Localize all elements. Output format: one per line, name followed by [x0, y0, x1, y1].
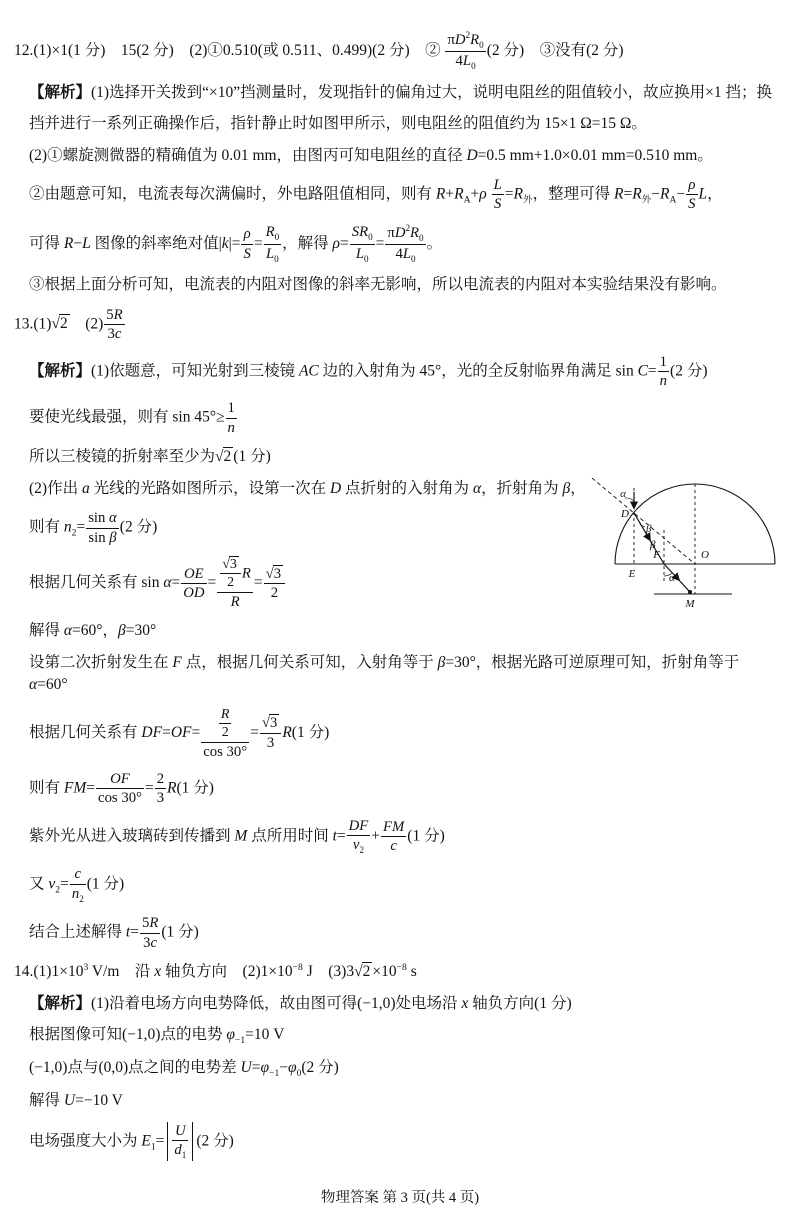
- label-E: E: [628, 568, 636, 580]
- q14-analysis-4: 解得 U=−10 V: [29, 1092, 123, 1110]
- q14-analysis-2: 根据图像可知(−1,0)点的电势 $\varphi_{-1}=10$ V: [29, 1026, 285, 1047]
- q12-analysis-2: 挡并进行一系列正确操作后，指针静止时如图甲所示，则电阻丝的阻值约为 15×1 Ω=15 Ω。: [29, 115, 647, 133]
- normal-line-dashed: [592, 478, 695, 564]
- q13-analysis-5: 则有 $n_2=$ $\frac{\text{sin α}}{\text{sin β}}$ (2 分): [29, 510, 158, 546]
- label-D: D: [621, 508, 629, 520]
- q13-answers: 13.(1)√2 (2) $\frac{5R}{3c}$: [14, 306, 123, 343]
- q13-analysis-8: 设第二次折射发生在 F 点，根据几何关系可知，入射角等于 β=30°，根据光路可逆原理可知，折射角等于 α=60°: [29, 653, 740, 694]
- q14-analysis-5: 电场强度大小为 $E_1=$ $\frac{U}{d_1}$ (2 分): [29, 1122, 234, 1160]
- q14-analysis-1: 【解析】(1)沿着电场方向电势降低，故由图可得(−1,0)处电场沿 x 轴负方向(1 分): [29, 994, 572, 1012]
- ray-diagram-svg: [582, 478, 794, 626]
- q12-analysis-1: 【解析】(1)选择开关拨到“×10”挡测量时，发现指针的偏角过大，说明电阻丝的阻值较小，故应换用×1 挡；换: [29, 83, 772, 101]
- q12-answers: 12.(1)×1(1 分) 15(2 分) (2)①0.510(或 0.511、0.499)(2 分) ② $\frac{\pi D^2R_0}{4L_0}$ (2 分) ③没有(2 分): [14, 30, 624, 72]
- refracted-ray-FM-2: [677, 578, 690, 592]
- label-alpha-bottom: α: [669, 572, 675, 584]
- q13-analysis-7: 解得 α=60°，β=30°: [29, 622, 157, 640]
- label-M: M: [685, 598, 695, 610]
- q12-analysis-5: 可得 R−L 图像的斜率绝对值|k|= $\frac{\rho}{S}$ = $\frac{R_0}{L_0}$ ，解得 ρ= $\frac{SR_0}{L_0}$ = $\frac{\pi D^2R_0}{4L_0}$ 。: [29, 222, 443, 264]
- q13-analysis-3: 所以三棱镜的折射率至少为√2 (1 分): [29, 448, 271, 466]
- q12-analysis-3: (2)①螺旋测微器的精确值为 0.01 mm，由图丙可知电阻丝的直径 D=0.5 mm+1.0×0.01 mm=0.510 mm。: [29, 146, 713, 164]
- angle-arc-alpha-top: [625, 498, 634, 501]
- q13-analysis-6: 根据几何关系有 sin α= $\frac{OE}{OD}$ = $\frac{√3}{2}$ R R = $\frac{√3}{2}$: [14, 556, 774, 611]
- q12-analysis-6: ③根据上面分析可知，电流表的内阻对图像的斜率无影响，所以电流表的内阻对本实验结果没有影响。: [29, 276, 727, 294]
- q13-analysis-10: 则有 FM= $\frac{OF}{\cos 30^\circ}$ = $\frac{2}{3}$ R(1 分): [29, 770, 214, 807]
- optics-ray-diagram: [582, 478, 794, 626]
- page-footer: 物理答案 第 3 页(共 4 页): [320, 1190, 480, 1206]
- q13-analysis-11: 紫外光从进入玻璃砖到传播到 M 点所用时间 t= $\frac{DF}{v_2}$ + $\frac{FM}{c}$ (1 分): [29, 817, 445, 856]
- label-F: F: [653, 549, 660, 561]
- q13-analysis-1: 【解析】(1)依题意，可知光射到三棱镜 AC 边的入射角为 45°，光的全反射临界角满足 sin C= $\frac{1}{n}$ (2 分): [29, 353, 708, 390]
- point-M-dot: [688, 590, 692, 594]
- q14-answers: $14.(1)1\times 10^3$ V/m 沿 x 轴负方向 $(2)1\times 10^{-8}$ J $(3)3√2 \times 10^{-8}$ s: [14, 962, 417, 981]
- label-beta-2: β: [650, 539, 656, 551]
- q13-analysis-13: 结合上述解得 t= $\frac{5R}{3c}$ (1 分): [29, 915, 199, 951]
- q13-analysis-9: 根据几何关系有 DF=OF= $\frac{\frac{R}{2}}{\cos 30^\circ}$ = $\frac{√3}{3}$ R(1 分): [29, 706, 330, 760]
- q12-analysis-4: ②由题意可知，电流表每次满偏时，外电路阻值相同，则有 $R+R_A+\rho$ $\frac{L}{S}$ $=R_外$，整理可得 $R=R_外-R_A-$ $\frac{\rho}{S}$ L，: [29, 177, 723, 213]
- q14-analysis-3: (−1,0)点与(0,0)点之间的电势差 $U=\varphi_{-1}-\varphi_0(2$ 分): [29, 1059, 339, 1080]
- q13-analysis-2: 要使光线最强，则有 sin 45°≥ $\frac{1}{n}$: [29, 400, 235, 436]
- q13-analysis-12: 又 $v_2=$ $\frac{c}{n_2}$ (1 分): [29, 866, 125, 904]
- q13-analysis-4: (2)作出 a 光线的光路如图所示，设第一次在 D 点折射的入射角为 α，折射角为 β，: [29, 479, 586, 497]
- label-O: O: [701, 549, 709, 561]
- label-beta-1: β: [646, 523, 652, 535]
- label-alpha-top: α: [620, 488, 626, 500]
